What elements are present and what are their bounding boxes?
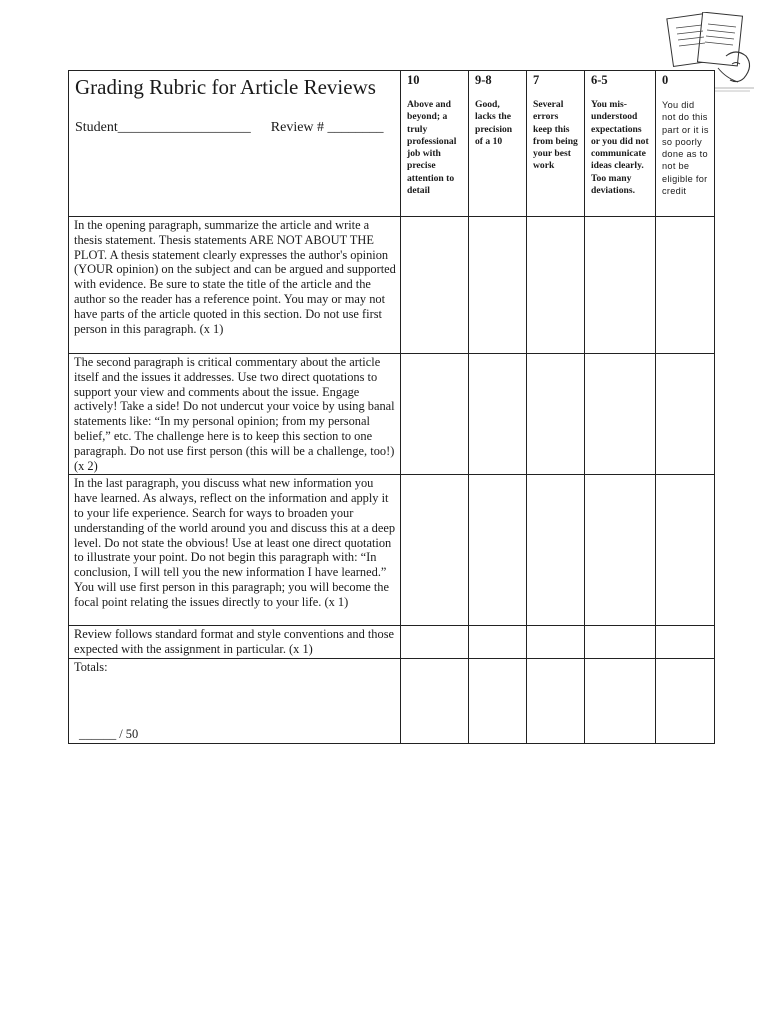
score-cell: [401, 658, 469, 743]
score-description: Good, lacks the precision of a 10: [475, 99, 513, 147]
score-cell: [585, 354, 656, 475]
score-description: You did not do this part or it is so poorly done as to not be eligible for credit: [662, 100, 709, 197]
score-cell: [527, 354, 585, 475]
page-title: Grading Rubric for Article Reviews: [75, 75, 376, 99]
score-cell: [401, 217, 469, 354]
criterion-second-paragraph: The second paragraph is critical commentary about the article itself and the issues it addresses. Use two direct quotations to support your view and comments about the issue. Engage actively! Take a side! Do not undercut your voice by using banal statements like: “In my personal opinion; from my personal belief,” etc. The challenge here is to keep this section to one paragraph. Do not use first person (this will be a challenge, too!) (x 2): [69, 354, 401, 475]
score-description: You mis-understood expectations or you did not communicate ideas clearly. Too many deviations.: [591, 99, 649, 197]
score-cell: [527, 658, 585, 743]
table-row: [69, 217, 715, 354]
score-cell: [469, 475, 527, 626]
score-cell: [585, 658, 656, 743]
score-description: Above and beyond; a truly professional job with precise attention to detail: [407, 99, 457, 197]
score-description: Several errors keep this from being your best work: [533, 99, 578, 172]
score-cell: [585, 475, 656, 626]
criterion-opening-paragraph: In the opening paragraph, summarize the article and write a thesis statement. Thesis statements ARE NOT ABOUT THE PLOT. A thesis statement clearly expresses the author's opinion (YOUR opinion) on the subject and can be argued and supported with evidence. Be sure to state the title of the article and the author so the reader has a reference point. You may or may not have parts of the article quoted in this section. Do not use first person in this paragraph. (x 1): [69, 217, 401, 354]
table-row: [69, 354, 715, 475]
score-cell: [656, 217, 715, 354]
table-row: [69, 626, 715, 659]
score-cell: [656, 475, 715, 626]
score-cell: [527, 475, 585, 626]
header-row: [69, 71, 715, 217]
score-cell: [401, 354, 469, 475]
score-cell: [527, 217, 585, 354]
score-cell: [401, 475, 469, 626]
score-cell: [469, 658, 527, 743]
score-cell: [656, 658, 715, 743]
score-cell: [469, 354, 527, 475]
score-value: 9-8: [475, 73, 492, 87]
score-column-0: [656, 71, 715, 217]
table-row: [69, 475, 715, 626]
title-cell: [69, 71, 401, 217]
score-value: 10: [407, 73, 420, 87]
score-value: 6-5: [591, 73, 608, 87]
score-cell: [469, 217, 527, 354]
score-value: 0: [662, 73, 669, 87]
score-cell: [401, 626, 469, 659]
score-cell: [656, 626, 715, 659]
totals-label: Totals:: [74, 659, 108, 674]
score-column-10: [401, 71, 469, 217]
score-column-6-5: [585, 71, 656, 217]
totals-row: [69, 658, 715, 743]
review-number-field: Review # ________: [270, 120, 384, 135]
score-cell: [656, 354, 715, 475]
student-field: Student___________________: [75, 120, 251, 135]
score-cell: [469, 626, 527, 659]
total-score-blank: ______ / 50: [79, 727, 139, 742]
rubric-table: [68, 70, 715, 744]
score-value: 7: [533, 73, 540, 87]
criterion-last-paragraph: In the last paragraph, you discuss what new information you have learned. As always, reflect on the information and apply it to your life experience. Search for ways to broaden your understanding of the world around you and discuss this at a deep level. Do not state the obvious! Use at least one direct quotation to illustrate your point. Do not begin this paragraph with: “In conclusion, I will tell you the new information I have learned.” You will use first person in this paragraph; you will become the focal point relating the issues directly to your life. (x 1): [69, 475, 401, 626]
score-cell: [527, 626, 585, 659]
score-column-7: [527, 71, 585, 217]
score-cell: [585, 626, 656, 659]
score-column-9-8: [469, 71, 527, 217]
criterion-format-style: Review follows standard format and style conventions and those expected with the assignment in particular. (x 1): [69, 626, 401, 659]
totals-cell: [69, 658, 401, 743]
score-cell: [585, 217, 656, 354]
